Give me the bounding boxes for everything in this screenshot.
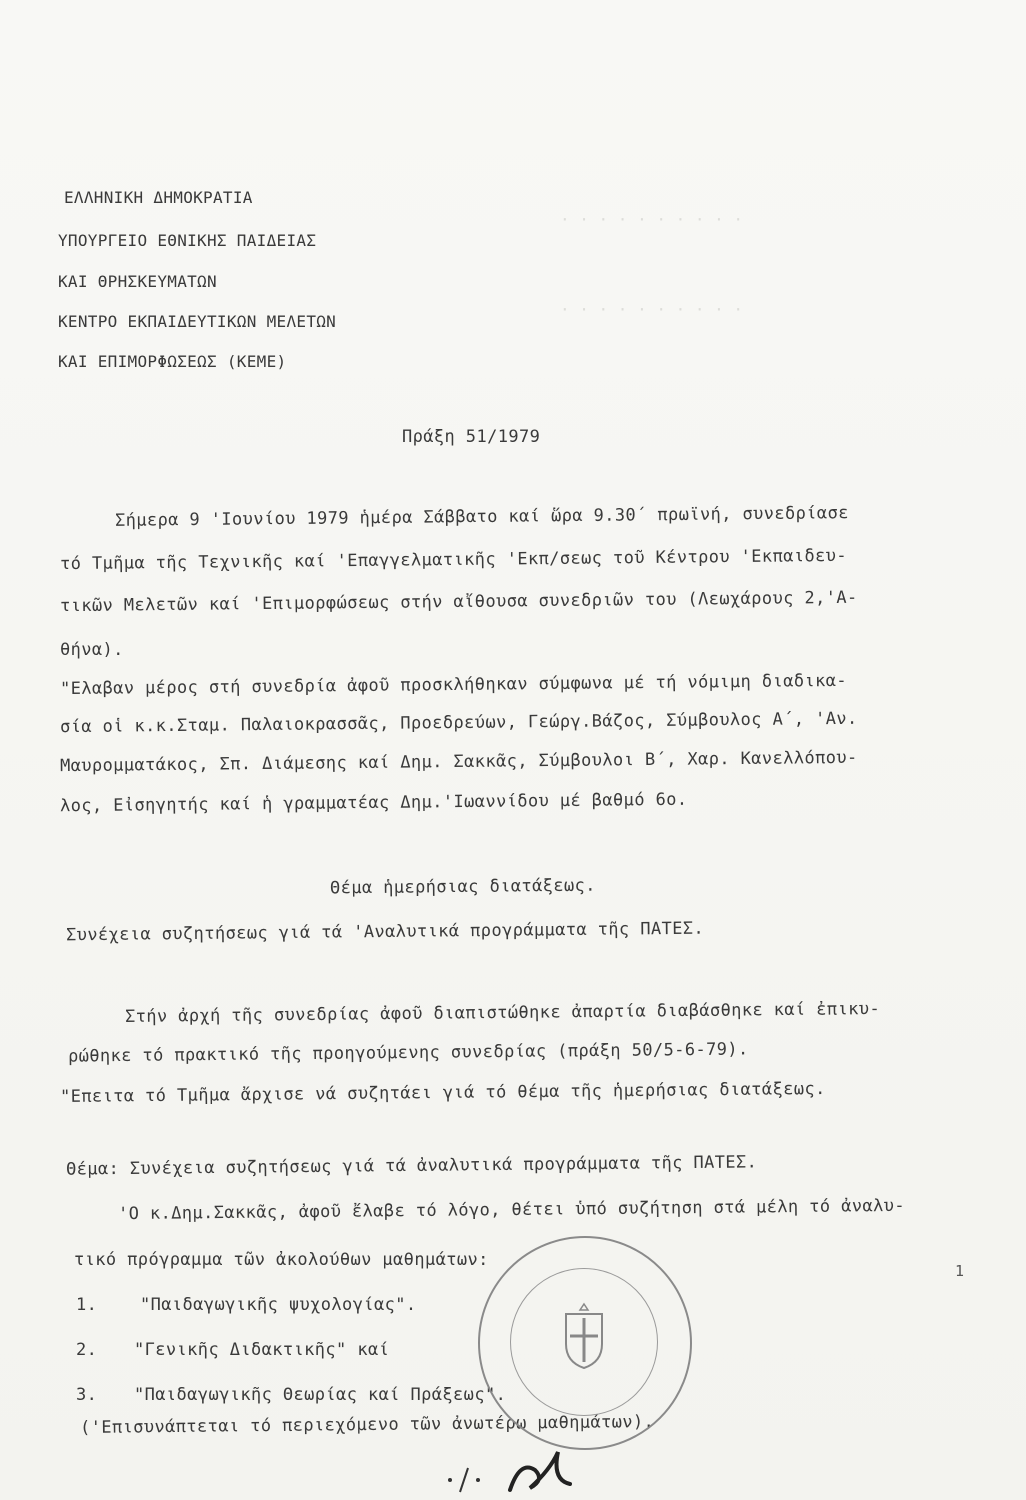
header-line-3: ΚΑΙ ΘΡΗΣΚΕΥΜΑΤΩΝ — [58, 272, 217, 291]
quorum-line-3: "Επειτα τό Τμῆμα ἄρχισε νά συζητάει γιά τό θέμα τῆς ἡμερήσιας διατάξεως. — [59, 1078, 826, 1108]
subject-text-2: "Γενικῆς Διδακτικῆς" καί — [134, 1340, 390, 1360]
subject-number-1: 1. — [76, 1295, 98, 1315]
sakkas-line-2: τικό πρόγραμμα τῶν ἀκολούθων μαθημάτων: — [74, 1250, 489, 1270]
attendance-line-1: "Ελαβαν μέρος στή συνεδρία ἀφοῦ προσκλήθηκαν σύμφωνα μέ τή νόμιμη διαδικα- — [59, 670, 848, 700]
header-line-2: ΥΠΟΥΡΓΕΙΟ ΕΘΝΙΚΗΣ ΠΑΙΔΕΙΑΣ — [58, 231, 317, 250]
header-line-1: ΕΛΛΗΝΙΚΗ ΔΗΜΟΚΡΑΤΙΑ — [64, 188, 253, 207]
bleed-through-text: · · · · · · · · · · — [560, 300, 744, 319]
act-number: Πράξη 51/1979 — [402, 427, 541, 447]
official-seal — [478, 1236, 692, 1450]
page-number: 1 — [954, 1262, 964, 1280]
sakkas-line-1: 'Ο κ.Δημ.Σακκᾶς, ἀφοῦ ἔλαβε τό λόγο, θέτει ὑπό συζήτηση στά μέλη τό ἀναλυ- — [117, 1195, 906, 1225]
intro-line-4: θήνα). — [60, 640, 124, 660]
coat-of-arms-icon — [558, 1300, 610, 1372]
agenda-item: Συνέχεια συζητήσεως γιά τά 'Αναλυτικά προγράμματα τῆς ΠΑΤΕΣ. — [65, 918, 705, 946]
subject-text-1: "Παιδαγωγικῆς ψυχολογίας". — [140, 1295, 417, 1315]
header-line-4: ΚΕΝΤΡΟ ΕΚΠΑΙΔΕΥΤΙΚΩΝ ΜΕΛΕΤΩΝ — [58, 312, 337, 331]
attachment-note: ('Επισυνάπτεται τό περιεχόμενο τῶν ἀνωτέρω μαθημάτων). — [79, 1411, 655, 1439]
topic-line: Θέμα: Συνέχεια συζητήσεως γιά τά ἀναλυτικά προγράμματα τῆς ΠΑΤΕΣ. — [65, 1152, 758, 1180]
agenda-title: Θέμα ἡμερήσιας διατάξεως. — [329, 875, 596, 899]
intro-line-1: Σήμερα 9 'Ιουνίου 1979 ἡμέρα Σάββατο καί ὥρα 9.30΄ πρωϊνή, συνεδρίασε — [114, 503, 849, 531]
quorum-line-1: Στήν ἀρχή τῆς συνεδρίας ἀφοῦ διαπιστώθηκε ἀπαρτία διαβάσθηκε καί ἐπικυ- — [124, 999, 881, 1027]
intro-line-2: τό Τμῆμα τῆς Τεχνικῆς καί 'Επαγγελματικῆς 'Εκπ/σεως τοῦ Κέντρου 'Εκπαιδευ- — [59, 545, 848, 575]
subject-number-3: 3. — [76, 1385, 98, 1405]
bleed-through-text: · · · · · · · · · · — [560, 210, 744, 229]
attendance-line-2: σία οἱ κ.κ.Σταμ. Παλαιοκρασσᾶς, Προεδρεύων, Γεώργ.Βάζος, Σύμβουλος Α΄, 'Αν. — [59, 708, 858, 738]
subject-text-3: "Παιδαγωγικῆς Θεωρίας καί Πράξεως". — [134, 1385, 507, 1405]
handwritten-signature — [440, 1440, 590, 1500]
attendance-line-3: Μαυρομματάκος, Σπ. Διάμεσης καί Δημ. Σακκᾶς, Σύμβουλοι Β΄, Χαρ. Κανελλόπου- — [59, 747, 858, 777]
header-line-5: ΚΑΙ ΕΠΙΜΟΡΦΩΣΕΩΣ (ΚΕΜΕ) — [58, 352, 287, 371]
quorum-line-2: ρώθηκε τό πρακτικό τῆς προηγούμενης συνεδρίας (πράξη 50/5-6-79). — [67, 1039, 749, 1067]
attendance-line-4: λος, Εἰσηγητής καί ἡ γραμματέας Δημ.'Ιωαννίδου μέ βαθμό 6ο. — [59, 789, 688, 817]
subject-number-2: 2. — [76, 1340, 98, 1360]
intro-line-3: τικῶν Μελετῶν καί 'Επιμορφώσεως στήν αἴθουσα συνεδριῶν του (Λεωχάρους 2,'Α- — [59, 587, 858, 617]
